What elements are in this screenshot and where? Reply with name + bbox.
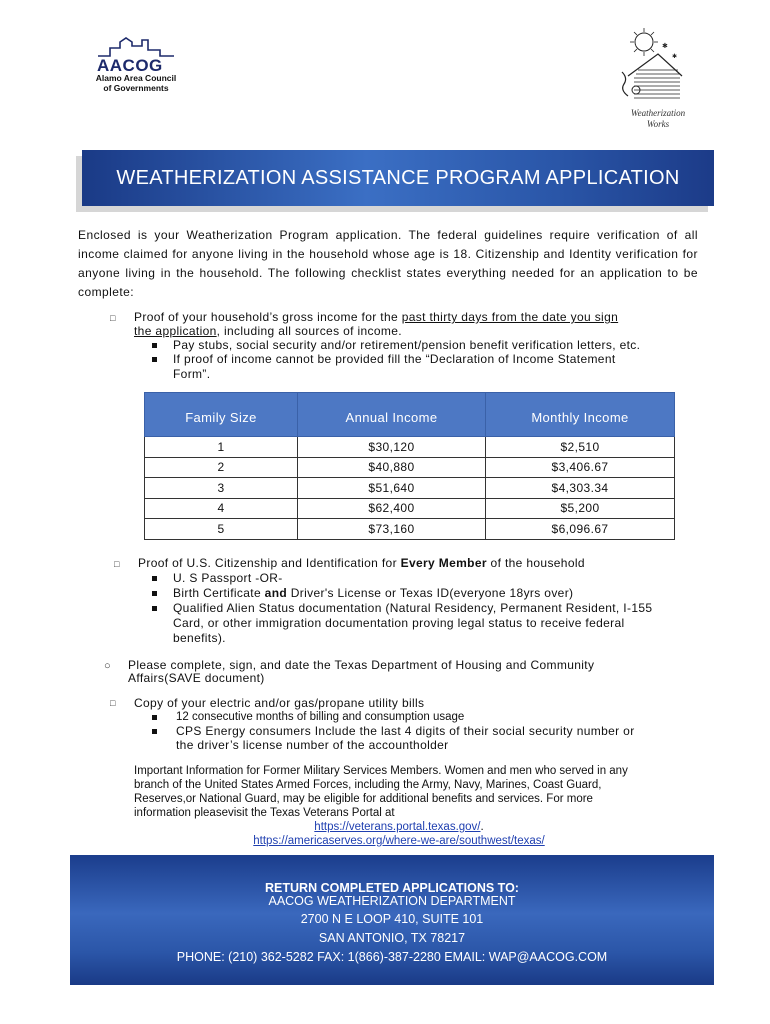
- veterans-portal-link[interactable]: https://veterans.portal.texas.gov/: [314, 821, 481, 833]
- item1-underlined2: the application: [134, 324, 217, 338]
- checkbox-icon: □: [110, 313, 116, 323]
- bullet-icon: [152, 715, 157, 720]
- footer-contact: PHONE: (210) 362-5282 FAX: 1(866)-387-2280 EMAIL: WAP@AACOG.COM: [176, 950, 608, 964]
- item3-line1: Please complete, sign, and date the Texas Department of Housing and Community: [128, 658, 595, 672]
- veterans-line4: information pleasevisit the Texas Veterans Portal at: [134, 807, 395, 819]
- item1-post: , including all sources of income.: [216, 324, 402, 338]
- table-row: [145, 478, 675, 499]
- table-header-row: [145, 393, 675, 437]
- aacog-logo-subtitle: [95, 73, 177, 93]
- item1-sub2a: If proof of income cannot be provided fill the “Declaration of Income Statement: [173, 352, 616, 366]
- veterans-link2-row: [134, 834, 694, 848]
- item2-sub2-bold: and: [264, 586, 288, 600]
- veterans-line3: Reserves,or National Guard, may be eligible for additional benefits and services. For more: [134, 793, 593, 805]
- checkbox-icon: □: [110, 698, 116, 708]
- logo-sub-line1: Alamo Area Council: [95, 73, 177, 83]
- item4-line1: Copy of your electric and/or gas/propane utility bills: [134, 696, 425, 710]
- table-row: [145, 437, 675, 458]
- veterans-line2: branch of the United States Armed Forces, including the Army, Navy, Marines, Coast Guard,: [134, 779, 602, 791]
- svg-text:✱: ✱: [662, 42, 668, 50]
- header-annual-income: Annual Income: [298, 393, 486, 437]
- return-address-footer: [70, 855, 714, 985]
- footer-heading: RETURN COMPLETED APPLICATIONS TO:: [265, 881, 519, 895]
- cell-monthly: $5,200: [486, 498, 675, 519]
- cell-monthly: $3,406.67: [486, 457, 675, 478]
- weatherization-works-caption: [618, 108, 698, 130]
- table-row: [145, 498, 675, 519]
- item2-bold: Every Member: [400, 556, 487, 570]
- bullet-icon: [152, 357, 157, 362]
- cell-annual: $40,880: [298, 457, 486, 478]
- cell-monthly: $2,510: [486, 437, 675, 458]
- item1-pre: Proof of your household’s gross income for the: [134, 310, 402, 324]
- item2-sub3a: Qualified Alien Status documentation (Natural Residency, Permanent Resident, I-155: [173, 601, 653, 615]
- bullet-icon: [152, 343, 157, 348]
- cell-annual: $51,640: [298, 478, 486, 499]
- header-monthly-income: Monthly Income: [486, 393, 675, 437]
- item2-pre: Proof of U.S. Citizenship and Identification for: [138, 556, 401, 570]
- alamo-skyline-icon: [90, 36, 200, 58]
- item2-sub3b: Card, or other immigration documentation proving legal status to receive federal: [173, 616, 625, 630]
- cell-family-size: 3: [145, 478, 298, 499]
- cell-annual: $73,160: [298, 519, 486, 540]
- item2-sub2-pre: Birth Certificate: [173, 586, 265, 600]
- bullet-icon: [152, 729, 157, 734]
- logo-sub-line2: of Governments: [103, 83, 169, 93]
- intro-paragraph: Enclosed is your Weatherization Program application. The federal guidelines require verification of all income claimed for anyone living in the household whose age is 18. Citizenship and Identity verification for anyone living in the household. The following checklist states everything needed for an application to be complete:: [78, 228, 698, 299]
- item2-sub3c: benefits).: [173, 631, 226, 645]
- header-family-size: Family Size: [145, 393, 298, 437]
- item2-sub1: U. S Passport -OR-: [173, 571, 283, 585]
- bullet-icon: [152, 606, 157, 611]
- cell-annual: $30,120: [298, 437, 486, 458]
- item4-sub2a: CPS Energy consumers Include the last 4 digits of their social security number or: [176, 724, 635, 738]
- footer-address1: 2700 N E LOOP 410, SUITE 101: [300, 912, 484, 926]
- cell-family-size: 4: [145, 498, 298, 519]
- item1-line1: [134, 310, 618, 324]
- item2-post: of the household: [486, 556, 585, 570]
- svg-text:✱: ✱: [672, 53, 678, 60]
- veterans-line1: Important Information for Former Military Services Members. Women and men who served in any: [134, 765, 628, 777]
- table-row: [145, 457, 675, 478]
- item2-sub2-post: Driver's License or Texas ID(everyone 18yrs over): [287, 586, 574, 600]
- footer-department: AACOG WEATHERIZATION DEPARTMENT: [268, 894, 516, 908]
- americaserves-link[interactable]: https://americaserves.org/where-we-are/southwest/texas/: [253, 835, 545, 847]
- item1-sub1: Pay stubs, social security and/or retirement/pension benefit verification letters, etc.: [173, 338, 641, 352]
- aacog-logo-text: AACOG: [97, 56, 163, 75]
- veterans-note: [134, 764, 694, 848]
- ww-caption-line1: Weatherization: [630, 108, 686, 118]
- footer-address2: SAN ANTONIO, TX 78217: [318, 931, 466, 945]
- income-table: [144, 392, 675, 540]
- checkbox-icon: □: [114, 559, 120, 569]
- link1-suffix: .: [480, 821, 484, 833]
- cell-family-size: 2: [145, 457, 298, 478]
- bullet-icon: [152, 576, 157, 581]
- item3-line2: Affairs(SAVE document): [128, 671, 265, 685]
- cell-family-size: 1: [145, 437, 298, 458]
- item2-sub2: [173, 586, 573, 600]
- item4-sub1: 12 consecutive months of billing and consumption usage: [176, 711, 465, 723]
- item2-line1: [138, 556, 585, 570]
- item1-sub2b: Form”.: [173, 367, 211, 381]
- cell-family-size: 5: [145, 519, 298, 540]
- item1-underlined1: past thirty days from the date you sign: [401, 310, 619, 324]
- bullet-icon: [152, 591, 157, 596]
- circle-bullet-icon: ○: [104, 660, 111, 672]
- ww-caption-line2: Works: [646, 119, 670, 129]
- cell-monthly: $4,303.34: [486, 478, 675, 499]
- table-row: [145, 519, 675, 540]
- cell-annual: $62,400: [298, 498, 486, 519]
- item1-line2: [134, 324, 402, 338]
- cell-monthly: $6,096.67: [486, 519, 675, 540]
- item4-sub2b: the driver’s license number of the accountholder: [176, 738, 449, 752]
- page-title: WEATHERIZATION ASSISTANCE PROGRAM APPLICATION: [116, 167, 680, 189]
- house-sun-icon: [618, 26, 688, 108]
- veterans-link1-row: [134, 820, 694, 834]
